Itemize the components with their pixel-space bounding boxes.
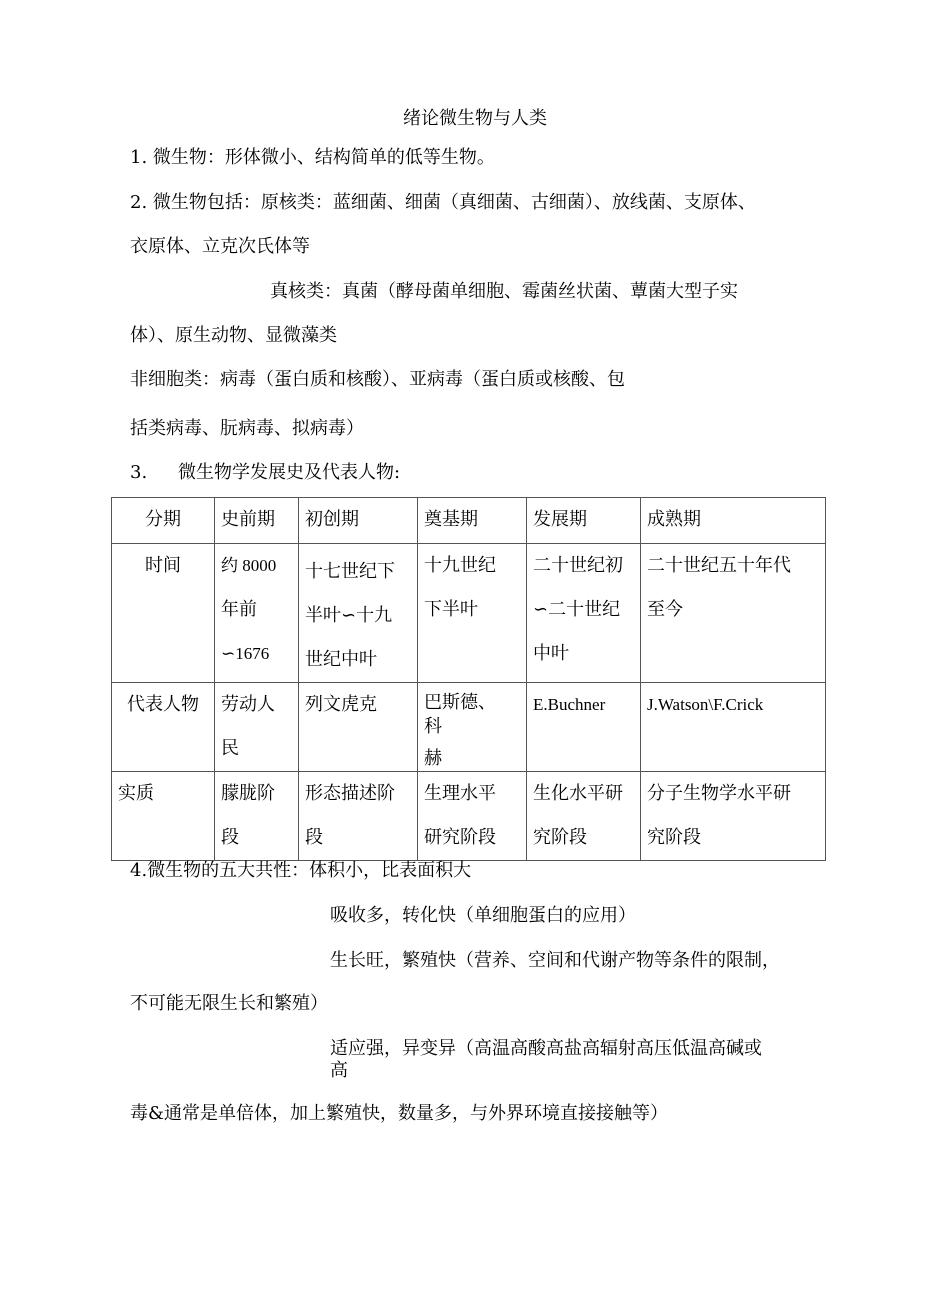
cell-line: ∽1676	[221, 644, 270, 663]
paragraph-4-line-1: 4.微生物的五大共性：体积小，比表面积大	[130, 860, 472, 881]
cell-line: 年前	[221, 599, 257, 620]
table-cell	[418, 772, 527, 861]
table-cell	[215, 544, 299, 683]
history-table	[111, 497, 826, 861]
cell-line: 世纪中叶	[305, 649, 377, 670]
row-label-essence: 实质	[112, 772, 215, 861]
cell-line: 分子生物学水平研	[647, 783, 791, 804]
table-cell	[641, 772, 826, 861]
cell-line: 劳动人	[221, 694, 275, 715]
cell-line: 形态描述阶	[305, 783, 395, 804]
paragraph-4-line-5: 适应强，异变异（高温高酸高盐高辐射高压低温高碱或	[330, 1038, 762, 1059]
cell-line: 生理水平	[424, 783, 496, 804]
cell-line: 究阶段	[647, 827, 701, 848]
header-cell-development: 发展期	[527, 498, 641, 544]
paragraph-4-line-5-wrap: 高	[330, 1060, 348, 1081]
row-label-representatives: 代表人物	[112, 683, 215, 772]
header-cell-prehistoric: 史前期	[215, 498, 299, 544]
cell-line: 究阶段	[533, 827, 587, 848]
table-cell	[299, 683, 418, 772]
cell-line: 段	[221, 827, 239, 848]
cell-line: 科	[424, 716, 442, 737]
table-header-row	[112, 498, 826, 544]
cell-line: 约 8000	[221, 556, 277, 575]
cell-line: 二十世纪初	[533, 555, 623, 576]
table-cell	[299, 544, 418, 683]
paragraph-4-line-3: 生长旺，繁殖快（营养、空间和代谢产物等条件的限制，	[330, 950, 780, 971]
paragraph-2-line-3: 真核类：真菌（酵母菌单细胞、霉菌丝状菌、蕈菌大型子实	[270, 281, 738, 302]
cell-line: 二十世纪五十年代	[647, 555, 791, 576]
paragraph-2-line-1: 2. 微生物包括：原核类：蓝细菌、细菌（真细菌、古细菌）、放线菌、支原体、	[130, 192, 756, 213]
cell-line: 下半叶	[424, 599, 478, 620]
cell-line: ∽二十世纪	[533, 599, 621, 620]
table-row-time	[112, 544, 826, 683]
cell-line: J.Watson\F.Crick	[647, 695, 764, 714]
table-cell	[215, 772, 299, 861]
table-cell	[641, 683, 826, 772]
cell-line: 列文虎克	[305, 694, 377, 715]
paragraph-4-line-6: 毒&通常是单倍体，加上繁殖快，数量多，与外界环境直接接触等）	[130, 1103, 669, 1124]
cell-line: 十七世纪下	[305, 561, 395, 582]
cell-line: 半叶∽十九	[305, 605, 393, 626]
paragraph-3-heading: 微生物学发展史及代表人物:	[178, 462, 401, 483]
cell-line: 段	[305, 827, 323, 848]
table-cell	[527, 683, 641, 772]
paragraph-1: 1. 微生物：形体微小、结构简单的低等生物。	[130, 147, 495, 168]
table-cell	[299, 772, 418, 861]
table-cell	[527, 772, 641, 861]
table-row-essence	[112, 772, 826, 861]
cell-line: 中叶	[533, 643, 569, 664]
table-cell	[418, 683, 527, 772]
paragraph-3-number: 3.	[130, 462, 148, 483]
table-cell	[418, 544, 527, 683]
cell-line: 十九世纪	[424, 555, 496, 576]
cell-line: 巴斯德、	[424, 692, 496, 713]
cell-line: 赫	[424, 748, 442, 767]
table-cell	[641, 544, 826, 683]
paragraph-4-line-4: 不可能无限生长和繁殖）	[130, 993, 328, 1014]
paragraph-2-line-2: 衣原体、立克次氏体等	[130, 236, 310, 257]
table-row-representatives	[112, 683, 826, 772]
cell-line: E.Buchner	[533, 695, 606, 714]
paragraph-2-line-6: 括类病毒、朊病毒、拟病毒）	[130, 418, 364, 439]
cell-line: 研究阶段	[424, 827, 496, 848]
row-label-time: 时间	[112, 544, 215, 683]
cell-line: 至今	[647, 599, 683, 620]
header-cell-mature: 成熟期	[641, 498, 826, 544]
cell-line: 朦胧阶	[221, 783, 275, 804]
cell-line: 民	[221, 738, 239, 759]
header-cell-period: 分期	[112, 498, 215, 544]
paragraph-4-line-2: 吸收多，转化快（单细胞蛋白的应用）	[330, 905, 636, 926]
table-cell	[215, 683, 299, 772]
header-cell-foundation: 奠基期	[418, 498, 527, 544]
table-cell	[527, 544, 641, 683]
header-cell-initial: 初创期	[299, 498, 418, 544]
paragraph-2-line-5: 非细胞类：病毒（蛋白质和核酸）、亚病毒（蛋白质或核酸、包	[130, 369, 625, 390]
cell-clipped-text	[424, 683, 520, 767]
cell-line: 生化水平研	[533, 783, 623, 804]
paragraph-2-line-4: 体）、原生动物、显微藻类	[130, 325, 337, 346]
page-title: 绪论微生物与人类	[403, 108, 547, 129]
